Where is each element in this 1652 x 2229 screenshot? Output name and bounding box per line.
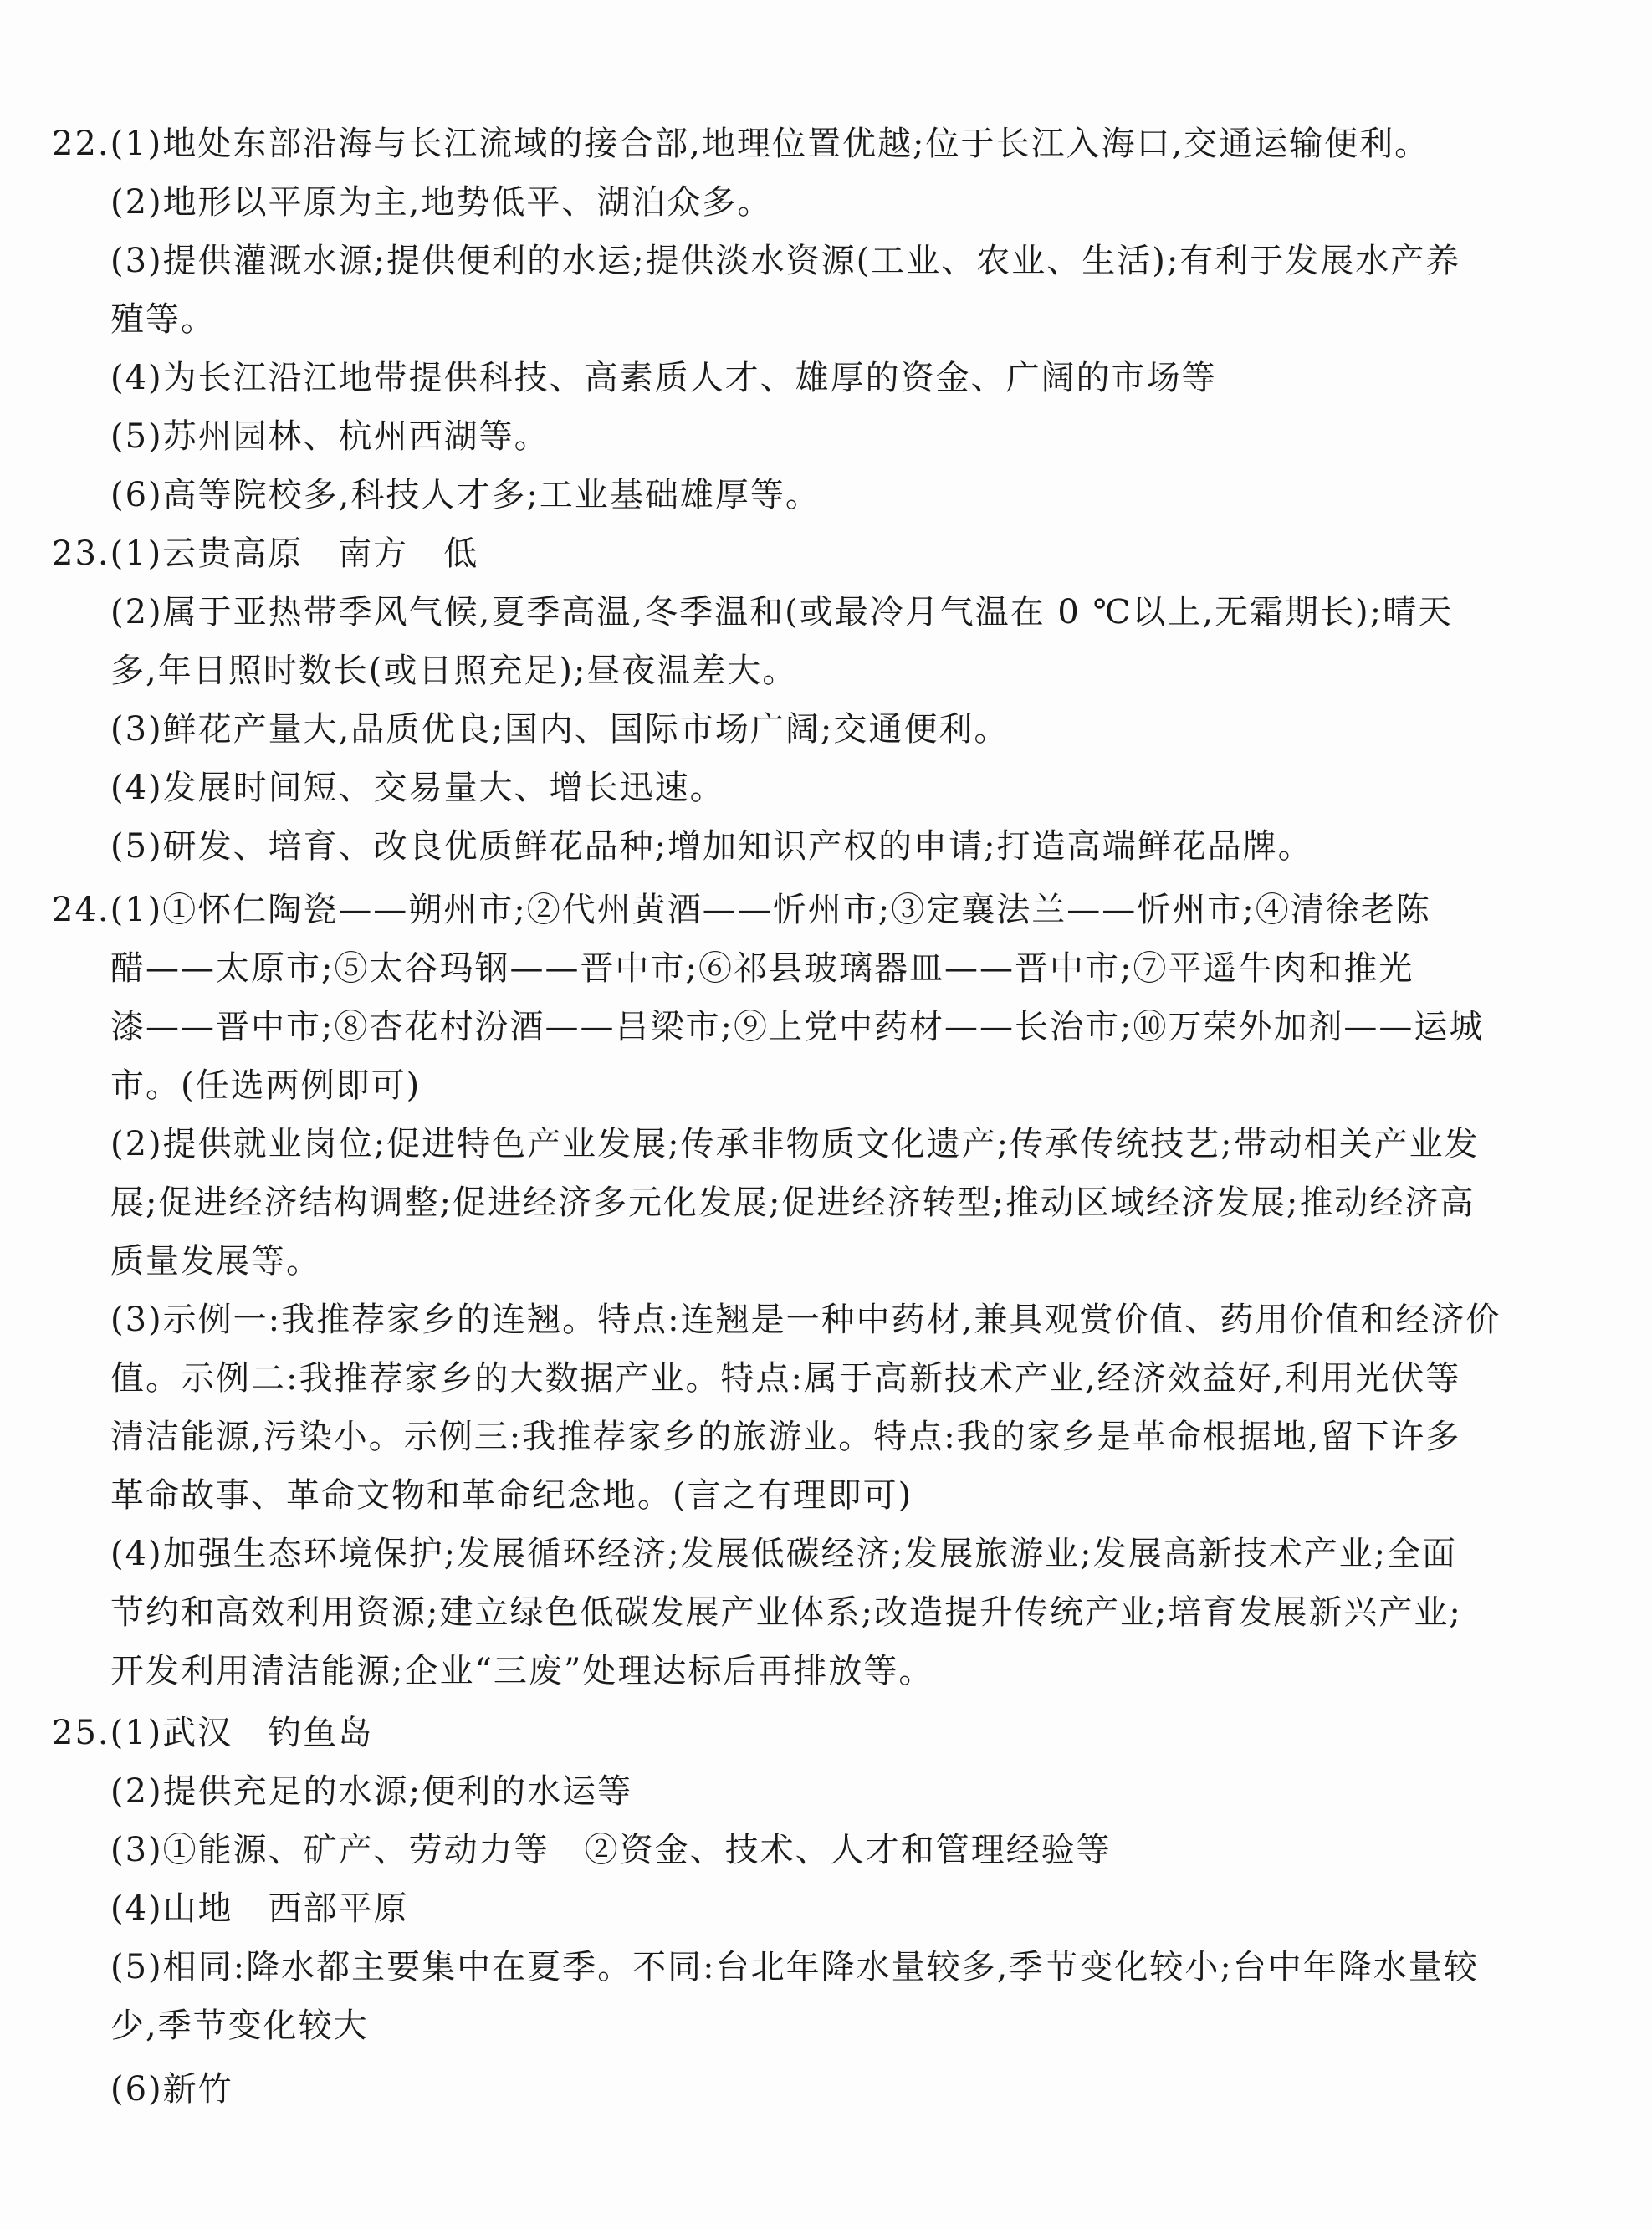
- q25-line-5: (5)相同:降水都主要集中在夏季。不同:台北年降水量较多,季节变化较小;台中年降水量较: [110, 1948, 1479, 1986]
- q24-line-2: 醋——太原市;⑤太谷玛钢——晋中市;⑥祁县玻璃器皿——晋中市;⑦平遥牛肉和推光: [110, 949, 1414, 988]
- q22-line-5: (4)为长江沿江地带提供科技、高素质人才、雄厚的资金、广阔的市场等: [110, 359, 1217, 397]
- q24-line-14: 开发利用清洁能源;企业“三废”处理达标后再排放等。: [110, 1652, 934, 1690]
- q25-line-2: (2)提供充足的水源;便利的水运等: [110, 1772, 633, 1811]
- q25-line-4: (4)山地 西部平原: [110, 1889, 409, 1928]
- q24-line-11: 革命故事、革命文物和革命纪念地。(言之有理即可): [110, 1476, 913, 1515]
- q25-line-3: (3)①能源、矿产、劳动力等 ②资金、技术、人才和管理经验等: [110, 1831, 1112, 1869]
- q25-line-6: 少,季节变化较大: [110, 2007, 369, 2045]
- q24-line-9: 值。示例二:我推荐家乡的大数据产业。特点:属于高新技术产业,经济效益好,利用光伏等: [110, 1359, 1461, 1398]
- q22-line-7: (6)高等院校多,科技人才多;工业基础雄厚等。: [110, 476, 821, 514]
- q24-line-10: 清洁能源,污染小。示例三:我推荐家乡的旅游业。特点:我的家乡是革命根据地,留下许多: [110, 1418, 1461, 1456]
- q23-line-5: (4)发展时间短、交易量大、增长迅速。: [110, 769, 725, 807]
- q24-line-8: (3)示例一:我推荐家乡的连翘。特点:连翘是一种中药材,兼具观赏价值、药用价值和经济价: [110, 1301, 1501, 1339]
- q23-line-4: (3)鲜花产量大,品质优良;国内、国际市场广阔;交通便利。: [110, 710, 1010, 749]
- q22-line-6: (5)苏州园林、杭州西湖等。: [110, 417, 550, 456]
- q23-line-3: 多,年日照时数长(或日照充足);昼夜温差大。: [110, 652, 798, 690]
- q23-line-6: (5)研发、培育、改良优质鲜花品种;增加知识产权的申请;打造高端鲜花品牌。: [110, 827, 1313, 866]
- q22-line-1: 22.(1)地处东部沿海与长江流域的接合部,地理位置优越;位于长江入海口,交通运输便利。: [52, 125, 1430, 163]
- q24-line-7: 质量发展等。: [110, 1242, 321, 1281]
- q22-line-4: 殖等。: [110, 300, 216, 339]
- q24-line-4: 市。(任选两例即可): [110, 1066, 422, 1105]
- q24-line-1: 24.(1)①怀仁陶瓷——朔州市;②代州黄酒——忻州市;③定襄法兰——忻州市;④清徐老陈: [52, 891, 1431, 929]
- q22-line-2: (2)地形以平原为主,地势低平、湖泊众多。: [110, 183, 773, 222]
- q24-line-13: 节约和高效利用资源;建立绿色低碳发展产业体系;改造提升传统产业;培育发展新兴产业;: [110, 1593, 1462, 1632]
- q22-line-3: (3)提供灌溉水源;提供便利的水运;提供淡水资源(工业、农业、生活);有利于发展水产养: [110, 242, 1461, 280]
- q24-line-5: (2)提供就业岗位;促进特色产业发展;传承非物质文化遗产;传承传统技艺;带动相关产业发: [110, 1125, 1480, 1163]
- q25-line-1: 25.(1)武汉 钓鱼岛: [52, 1714, 374, 1752]
- q25-line-7: (6)新竹: [110, 2070, 233, 2109]
- q24-line-12: (4)加强生态环境保护;发展循环经济;发展低碳经济;发展旅游业;发展高新技术产业;全面: [110, 1535, 1458, 1573]
- q23-line-2: (2)属于亚热带季风气候,夏季高温,冬季温和(或最冷月气温在 0 ℃以上,无霜期长);晴天: [110, 593, 1454, 631]
- q24-line-3: 漆——晋中市;⑧杏花村汾酒——吕梁市;⑨上党中药材——长治市;⑩万荣外加剂——运城: [110, 1008, 1485, 1046]
- q23-line-1: 23.(1)云贵高原 南方 低: [52, 534, 479, 573]
- q24-line-6: 展;促进经济结构调整;促进经济多元化发展;促进经济转型;推动区域经济发展;推动经济高: [110, 1184, 1476, 1222]
